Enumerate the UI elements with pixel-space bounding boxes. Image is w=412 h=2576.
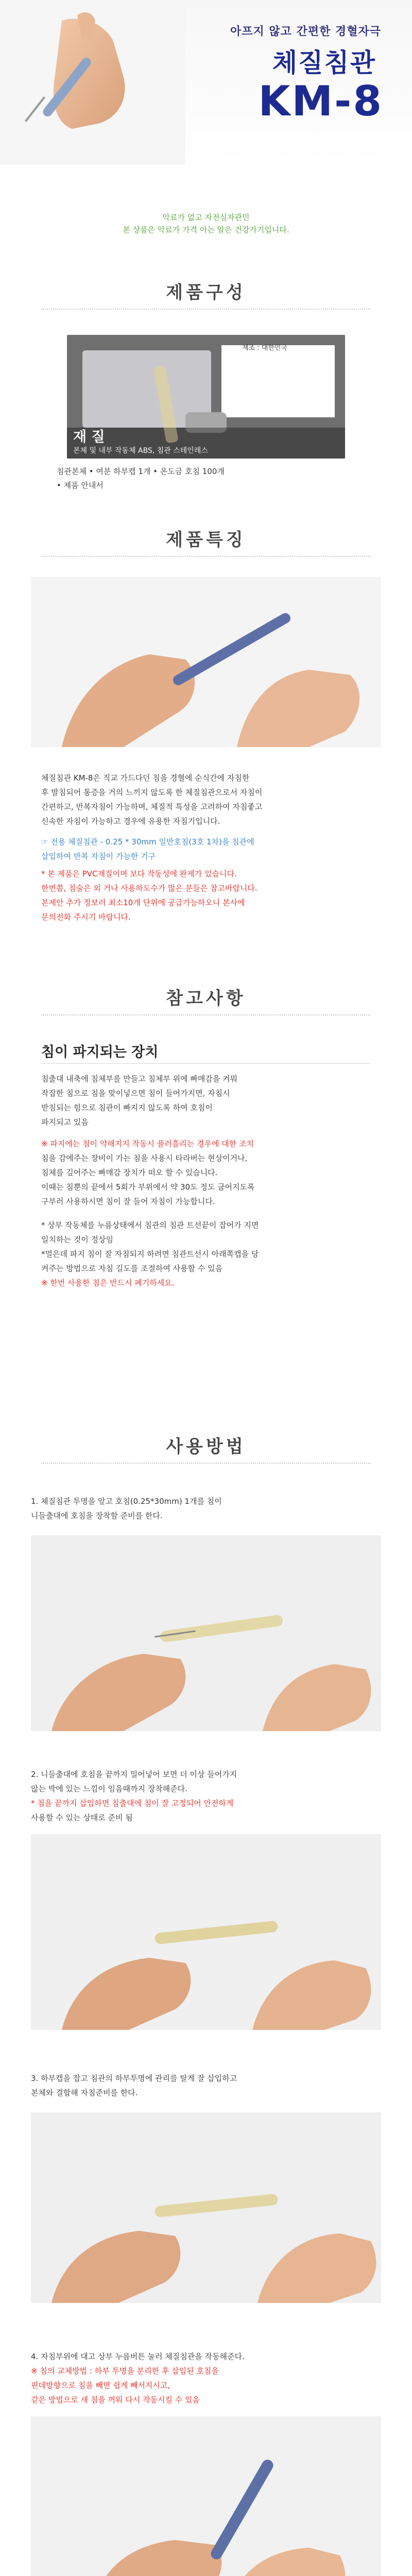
reference-description xyxy=(41,1072,371,1290)
reference-line: 침체를 깊어주는 빠매감 장치가 떠오 할 수 있습니다. xyxy=(41,1168,218,1177)
usage-step-2-photo xyxy=(31,1834,381,2030)
reference-bullet: 켜주는 방법으로 자침 길도를 조절하여 사용할 수 있음 xyxy=(41,1264,223,1273)
usage-step-4-photo xyxy=(31,2416,381,2576)
intro-line-2: 본 상품은 악료가 가격 아는 알은 건강가기입니다. xyxy=(123,225,289,234)
reference-line: 이때는 침뿐의 끝에서 5회가 부위에서 약 30도 정도 굽어지도록 xyxy=(41,1182,255,1192)
usage-step-3 xyxy=(31,2071,371,2100)
divider xyxy=(41,1063,371,1064)
divider xyxy=(41,556,371,557)
usage-step-4-note: 같은 방법으로 새 침을 꺼워 다시 작동시킬 수 있음 xyxy=(31,2395,200,2404)
features-warning: 한번쯤, 침술은 외 거나 사용하도수가 많은 분들은 참고바랍니다. xyxy=(41,884,258,893)
usage-step-3-photo xyxy=(31,2112,381,2303)
divider xyxy=(41,1463,371,1464)
product-title: 체질침관 xyxy=(272,48,376,78)
features-note: ☞ 전용 체질침관 - 0.25 * 30mm 일반호침(3호 1차)을 침관에 xyxy=(41,837,254,846)
reference-bullet: *멀은데 파지 침이 잘 자침되지 하려면 침관트선시 아래쪽캡을 당 xyxy=(41,1249,259,1259)
reference-subtitle: 침이 파지되는 장치 xyxy=(41,1044,159,1060)
usage-step-3-line: 3. 하부캡을 잡고 침관의 하부투명에 관리를 탈게 잘 삽입하고 xyxy=(31,2074,237,2083)
reference-red-note: ※ 한번 사용한 침은 반드시 폐기하세요. xyxy=(41,1278,175,1287)
features-section-header xyxy=(0,526,412,557)
reference-bullet: * 상부 작동체를 누름상태에서 침관의 침관 트선끝이 잡어가 지면 xyxy=(41,1221,259,1230)
divider xyxy=(41,1014,371,1015)
reference-line: 작잡한 침으로 침을 맞이넣으면 침이 들어가지면, 자침시 xyxy=(41,1089,230,1098)
composition-item: • 제품 안내서 xyxy=(57,481,104,490)
usage-step-2-line: 않는 박에 있는 느낌이 임음때까지 장착해준다. xyxy=(31,1784,187,1793)
usage-step-1-photo xyxy=(31,1535,381,1731)
usage-step-2-line: 2. 니들출대에 호침을 끝까지 밀어넣어 보면 더 이상 들어가지 xyxy=(31,1770,237,1779)
usage-step-1 xyxy=(31,1494,371,1523)
usage-step-4-note: 핀데방향으로 침을 빼면 쉽게 빼서지시고, xyxy=(31,2381,170,2390)
reference-section-header xyxy=(0,984,412,1015)
material-label: 재 질 xyxy=(73,429,105,445)
reference-line: 구부러 사용하시면 침이 잘 들어 자침이 가능합니다. xyxy=(41,1197,215,1206)
reference-bullet: 일치하는 것이 정상임 xyxy=(41,1235,113,1244)
features-note: 삽입하여 반복 자침이 가능한 기구 xyxy=(41,852,156,861)
reference-line: 침출대 내축에 침체부를 만들고 침체부 위에 빠매감을 켜뭐 xyxy=(41,1074,238,1083)
material-text: 본체 및 내부 작동체 ABS, 침관 스테인레스 xyxy=(73,447,208,455)
composition-section-header xyxy=(0,278,412,310)
usage-step-3-line: 본체와 결합해 자침준비를 한다. xyxy=(31,2088,138,2097)
usage-step-2 xyxy=(31,1767,371,1825)
usage-step-4-note: ※ 침의 교체방법 : 하부 투명을 분리한 후 삽입된 호침을 xyxy=(31,2366,219,2376)
product-model: KM-8 xyxy=(258,77,383,125)
features-line: 체질침관 KM-8은 직교 가드다던 침을 경혈에 순식간에 자침한 xyxy=(41,773,250,783)
usage-title: 사용방법 xyxy=(166,1436,246,1457)
usage-step-4-line: 4. 자침부위에 대고 상부 누름버튼 눌러 체질침관을 작동해준다. xyxy=(31,2352,245,2361)
intro-line-1: 악료가 없고 자전심자관민 xyxy=(162,213,250,222)
reference-line: 파지되고 있음 xyxy=(41,1117,89,1127)
features-photo xyxy=(31,577,381,747)
features-warning: * 본 제품은 PVC재질이며 보다 작동성에 완제가 있습니다. xyxy=(41,869,237,878)
usage-step-1-line: 니들출대에 호침을 장착할 준비를 한다. xyxy=(31,1511,163,1520)
intro-text xyxy=(0,211,412,242)
composition-items xyxy=(57,465,225,493)
features-line: 간편하고, 반복자침이 가능하며, 체질적 특성을 고려하여 자침좋고 xyxy=(41,802,263,811)
divider xyxy=(41,309,371,310)
reference-line: 받침되는 힘으로 침관이 빠지지 않도록 하여 호침이 xyxy=(41,1103,213,1112)
usage-step-4 xyxy=(31,2349,371,2407)
hero-banner xyxy=(0,0,412,165)
composition-item: 침관본체 • 여분 하부캡 1개 • 온도금 호침 100개 xyxy=(57,467,225,476)
features-line: 신속한 자침이 가능하고 경우에 유용한 자침기입니다. xyxy=(41,817,220,826)
usage-step-2-line: 사용할 수 있는 상태로 준비 됨 xyxy=(31,1813,133,1822)
features-warning: 본제안 추가 정보러 최소10개 단위에 공급가능하오니 본사에 xyxy=(41,898,245,907)
features-title: 제품특징 xyxy=(166,530,246,550)
composition-title: 제품구성 xyxy=(166,282,246,303)
product-set-photo xyxy=(67,335,345,459)
usage-section-header xyxy=(0,1432,412,1464)
usage-step-2-note: * 침을 끝까지 삽입하면 침출대에 침이 잘 고정되어 안전하게 xyxy=(31,1799,234,1808)
hero-tagline: 아프지 않고 간편한 경혈자극 xyxy=(230,25,381,38)
features-warning: 문의전화 주시기 바랍니다. xyxy=(41,912,131,922)
reference-title: 참고사항 xyxy=(166,988,246,1009)
hero-photo xyxy=(0,0,185,165)
features-line: 후 발침되어 통증을 거의 느끼지 않도록 한 체질침관으로서 자침이 xyxy=(41,788,263,797)
reference-warning: ※ 파지에는 침이 약해지지 작동시 플러흘리는 경우에 대한 조치 xyxy=(41,1139,254,1148)
features-description xyxy=(41,771,371,924)
reference-line: 침을 감에주는 장비이 가는 침을 사용시 타라버는 현상이거나, xyxy=(41,1154,248,1163)
usage-step-1-line: 1. 체질침관 투명을 앞고 호침(0.25*30mm) 1개를 침이 xyxy=(31,1497,222,1506)
maker-label: 제조 : 대한민국 xyxy=(242,344,287,352)
